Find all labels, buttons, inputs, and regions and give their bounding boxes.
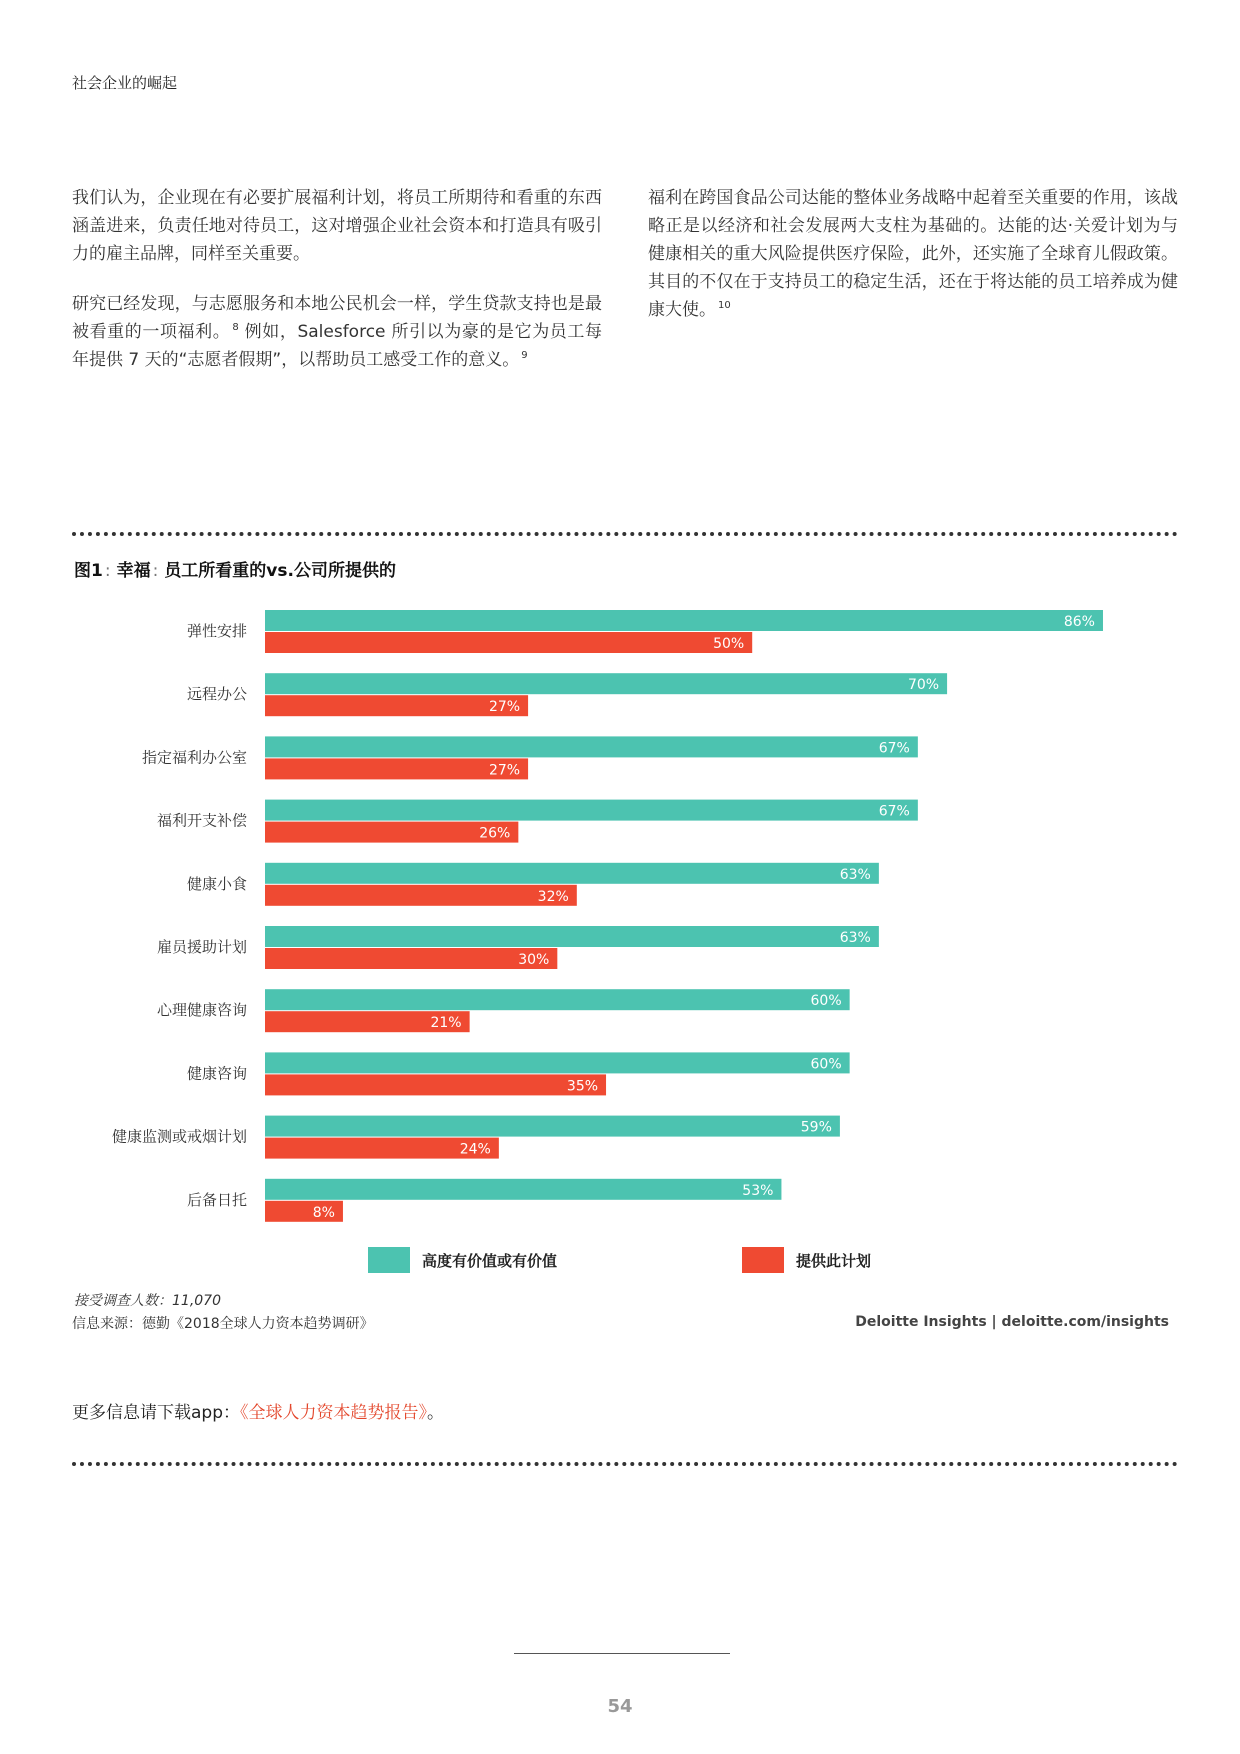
top-dotted-divider xyxy=(72,532,1178,536)
category-label: 健康咨询 xyxy=(186,1064,247,1083)
data-label: 32% xyxy=(537,888,569,905)
data-label: 59% xyxy=(800,1119,832,1136)
figure-label: 图1 xyxy=(74,561,103,581)
paragraph xyxy=(72,290,602,374)
bar-offered xyxy=(265,632,752,653)
bar-valued xyxy=(265,1179,781,1200)
category-label: 指定福利办公室 xyxy=(141,748,247,767)
page-number: 54 xyxy=(607,1696,633,1717)
report-link[interactable]: 《全球人力资本趋势报告》 xyxy=(240,1403,427,1423)
paragraph xyxy=(72,184,602,268)
paragraph-text: 例如，Salesforce 所引以为豪的是它为员工每年提供 7 天的“志愿者假期”，以帮助员工感受工作的意义。 xyxy=(72,322,602,370)
bar-offered xyxy=(265,948,557,969)
footer-rule xyxy=(514,1653,730,1654)
bar-valued xyxy=(265,1052,850,1073)
paragraph-text: 我们认为，企业现在有必要扩展福利计划，将员工所期待和看重的东西涵盖进来，负责任地对待员工，这对增强企业社会资本和打造具有吸引力的雇主品牌，同样至关重要。 xyxy=(72,188,602,264)
legend-label: 提供此计划 xyxy=(796,1251,872,1270)
data-label: 63% xyxy=(839,930,871,946)
category-label: 雇员援助计划 xyxy=(156,938,247,956)
legend-swatch-teal xyxy=(368,1247,410,1273)
data-label: 27% xyxy=(488,699,521,716)
data-label: 26% xyxy=(479,825,511,842)
category-label: 健康小食 xyxy=(186,874,247,893)
category-label: 弹性安排 xyxy=(186,622,247,640)
body-right-column xyxy=(648,184,1178,346)
data-label: 60% xyxy=(810,993,842,1010)
category-label: 后备日托 xyxy=(186,1190,247,1209)
category-label: 心理健康咨询 xyxy=(156,1001,247,1020)
legend-item-offered xyxy=(742,1247,871,1273)
data-label: 8% xyxy=(312,1204,335,1221)
bar-valued xyxy=(265,863,879,884)
data-label: 53% xyxy=(742,1182,774,1199)
legend-swatch-red xyxy=(742,1247,784,1273)
bar-offered xyxy=(265,885,577,906)
data-label: 67% xyxy=(878,803,910,820)
legend-item-valued xyxy=(368,1247,557,1273)
bar-valued xyxy=(265,1116,840,1137)
data-label: 86% xyxy=(1063,614,1095,630)
bottom-dotted-divider xyxy=(72,1462,1178,1466)
bar-valued xyxy=(265,989,850,1010)
data-label: 35% xyxy=(566,1078,599,1095)
figure-title-part: 员工所看重的vs.公司所提供的 xyxy=(164,561,396,581)
data-label: 60% xyxy=(810,1056,842,1073)
bar-valued xyxy=(265,610,1103,631)
footnote-ref[interactable]: 8 xyxy=(232,322,239,334)
body-left-column xyxy=(72,184,602,396)
paragraph-text: 福利在跨国食品公司达能的整体业务战略中起着至关重要的作用，该战略正是以经济和社会发展两大支柱为基础的。达能的达·关爱计划为与健康相关的重大风险提供医疗保险，此外，还实施了全球育儿假政策。其目的不仅在于支持员工的稳定生活，还在于将达能的员工培养成为健康大使。 xyxy=(648,188,1178,320)
source-note: 信息来源：德勤《2018全球人力资本趋势调研》 xyxy=(72,1316,374,1332)
bar-valued xyxy=(265,926,879,947)
data-label: 24% xyxy=(459,1141,491,1158)
legend-label: 高度有价值或有价值 xyxy=(422,1251,558,1270)
category-label: 福利开支补偿 xyxy=(156,811,247,830)
category-label: 远程办公 xyxy=(186,685,247,704)
data-label: 30% xyxy=(518,952,550,968)
figure-separator: : xyxy=(152,561,159,581)
figure-title xyxy=(74,556,396,581)
data-label: 21% xyxy=(430,1015,462,1032)
more-info-suffix: 。 xyxy=(427,1403,444,1423)
running-title: 社会企业的崛起 xyxy=(72,74,178,92)
bar-offered xyxy=(265,1074,606,1095)
bar-valued xyxy=(265,736,918,757)
figure-title-part: 幸福 xyxy=(116,561,151,581)
footnote-ref[interactable]: 10 xyxy=(718,300,731,312)
brand-credit[interactable]: Deloitte Insights | deloitte.com/insights xyxy=(855,1314,1169,1330)
paragraph-text: 研究已经发现，与志愿服务和本地公民机会一样，学生贷款支持也是最被看重的一项福利。 xyxy=(72,294,602,342)
bar-valued xyxy=(265,673,947,694)
more-info-prefix: 更多信息请下载app： xyxy=(72,1403,240,1423)
data-label: 63% xyxy=(839,866,871,883)
data-label: 70% xyxy=(907,677,940,694)
more-info-line xyxy=(72,1398,444,1423)
figure-separator: : xyxy=(104,561,111,581)
paragraph xyxy=(648,184,1178,324)
footnote-ref[interactable]: 9 xyxy=(521,350,528,362)
sample-size-note: 接受调查人数：11,070 xyxy=(74,1293,221,1309)
data-label: 27% xyxy=(488,762,521,779)
bar-valued xyxy=(265,800,918,821)
data-label: 50% xyxy=(713,636,745,652)
category-label: 健康监测或戒烟计划 xyxy=(111,1127,247,1146)
bar-chart xyxy=(0,596,1240,1236)
data-label: 67% xyxy=(878,740,910,757)
